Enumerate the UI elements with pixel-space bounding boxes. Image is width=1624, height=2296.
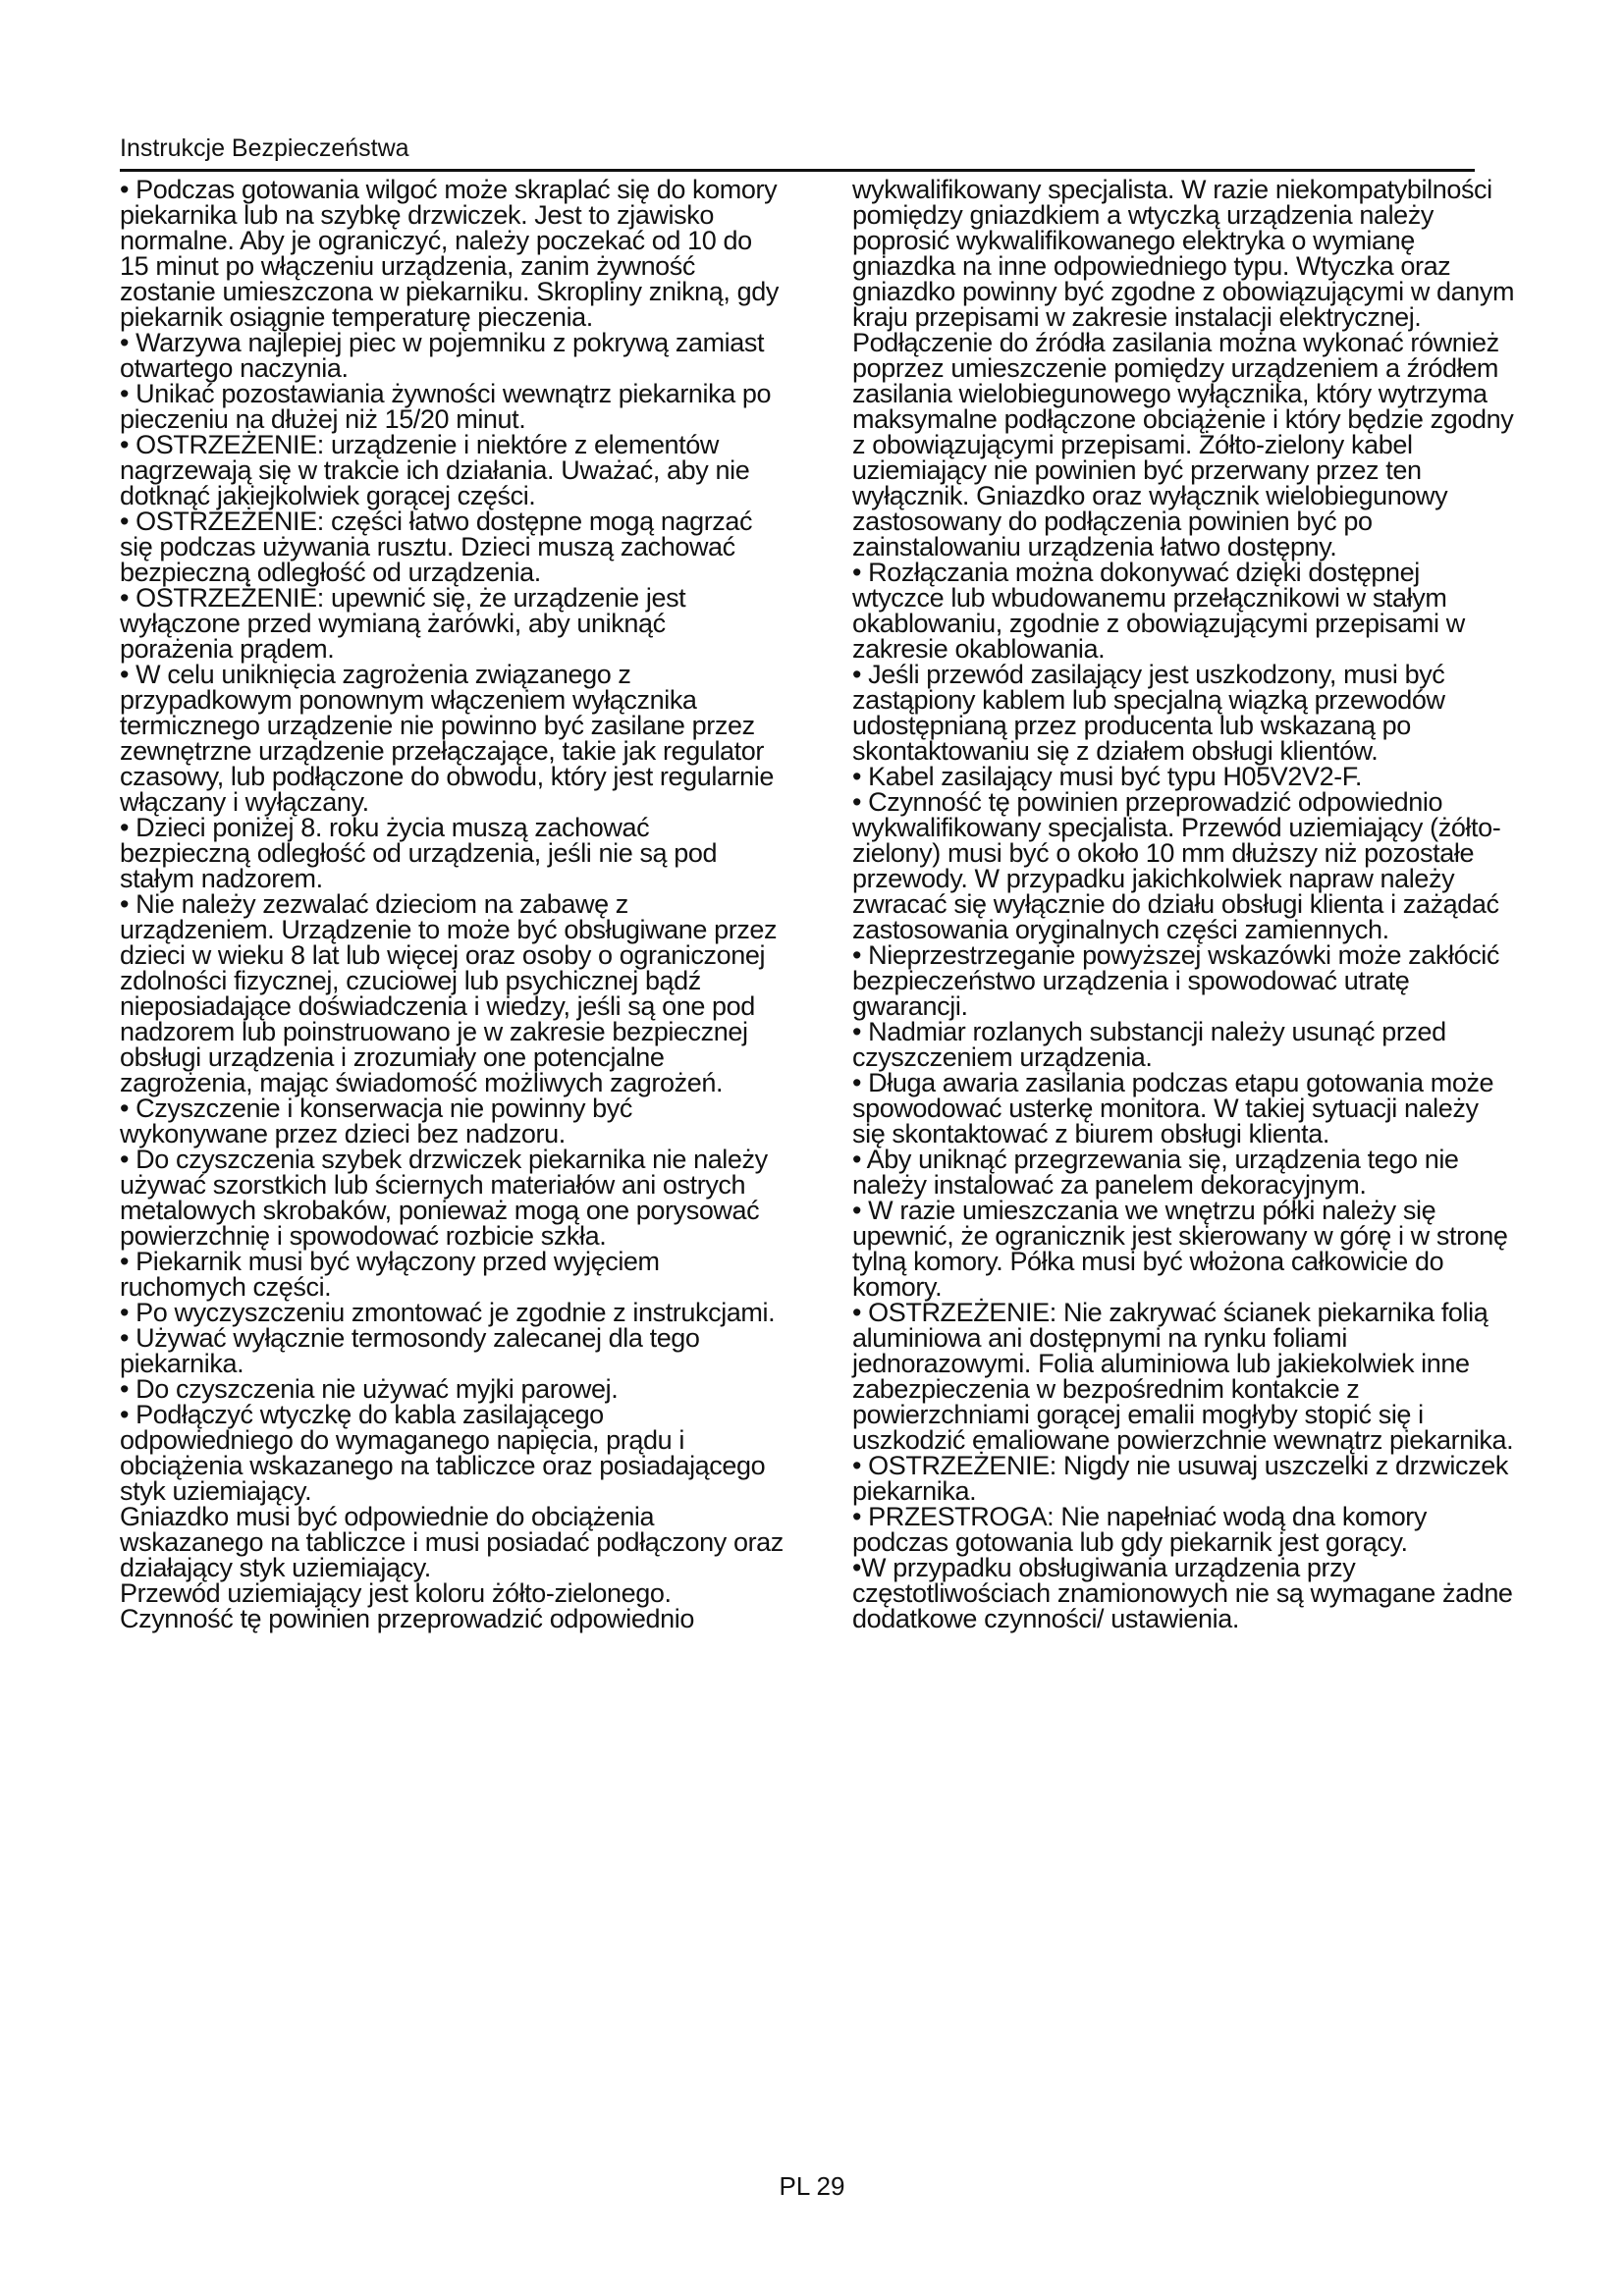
paragraph: • Warzywa najlepiej piec w pojemniku z pokrywą zamiast otwartego naczynia.: [120, 328, 765, 383]
paragraph: • Dzieci poniżej 8. roku życia muszą zachować bezpieczną odległość od urządzenia, jeśli nie są pod stałym nadzorem.: [120, 813, 718, 893]
left-column: [120, 177, 784, 1631]
paragraph: • Rozłączania można dokonywać dzięki dostępnej wtyczce lub wbudowanemu przełącznikowi w stałym okablowaniu, zgodnie z obowiązującymi przepisami w zakresie okablowania.: [852, 558, 1465, 664]
paragraph: • Podczas gotowania wilgoć może skraplać się do komory piekarnika lub na szybkę drzwiczek. Jest to zjawisko normalne. Aby je ograniczyć, należy poczekać od 10 do 15 minut po włączeniu urządzenia, zanim żywność zostanie umieszczona w piekarniku. Skropliny znikną, gdy piekarnik osiągnie temperaturę pieczenia.: [120, 175, 779, 332]
paragraph: • Kabel zasilający musi być typu H05V2V2-F.: [852, 762, 1362, 791]
paragraph: • Unikać pozostawiania żywności wewnątrz piekarnika po pieczeniu na dłużej niż 15/20 minut.: [120, 379, 772, 434]
paragraph: • Podłączyć wtyczkę do kabla zasilającego odpowiedniego do wymaganego napięcia, prądu i obciążenia wskazanego na tabliczce oraz posiadającego styk uziemiający.: [120, 1400, 766, 1506]
header-divider: [120, 169, 1475, 172]
paragraph: • OSTRZEŻENIE: części łatwo dostępne mogą nagrzać się podczas używania rusztu. Dzieci muszą zachować bezpieczną odległość od urządzenia.: [120, 507, 753, 587]
paragraph: • OSTRZEŻENIE: upewnić się, że urządzenie jest wyłączone przed wymianą żarówki, aby uniknąć porażenia prądem.: [120, 583, 686, 664]
paragraph: • W celu uniknięcia zagrożenia związanego z przypadkowym ponownym włączeniem wyłącznika termicznego urządzenie nie powinno być zasilane przez zewnętrzne urządzenie przełączające, takie jak regulator czasowy, lub podłączone do obwodu, który jest regularnie włączany i wyłączany.: [120, 660, 774, 817]
paragraph: • Nadmiar rozlanych substancji należy usunąć przed czyszczeniem urządzenia.: [852, 1017, 1446, 1072]
paragraph: Gniazdko musi być odpowiednie do obciążenia wskazanego na tabliczce i musi posiadać podłączony oraz działający styk uziemiający.: [120, 1502, 784, 1582]
paragraph: • Aby uniknąć przegrzewania się, urządzenia tego nie należy instalować za panelem dekoracyjnym.: [852, 1145, 1459, 1200]
paragraph: • Długa awaria zasilania podczas etapu gotowania może spowodować usterkę monitora. W takiej sytuacji należy się skontaktować z biurem obsługi klienta.: [852, 1068, 1494, 1148]
page-header-title: Instrukcje Bezpieczeństwa: [120, 134, 409, 162]
paragraph: •W przypadku obsługiwania urządzenia przy częstotliwościach znamionowych nie są wymagane żadne dodatkowe czynności/ ustawienia.: [852, 1553, 1513, 1633]
page-number: PL 29: [779, 2171, 845, 2201]
paragraph: Czynność tę powinien przeprowadzić odpowiednio: [120, 1604, 694, 1633]
paragraph: Przewód uziemiający jest koloru żółto-zielonego.: [120, 1578, 672, 1608]
paragraph: wykwalifikowany specjalista. W razie niekompatybilności pomiędzy gniazdkiem a wtyczką urządzenia należy poprosić wykwalifikowanego elektryka o wymianę gniazdka na inne odpowiedniego typu. Wtyczka oraz gniazdko powinny być zgodne z obowiązującymi w danym kraju przepisami w zakresie instalacji elektrycznej.: [852, 175, 1515, 332]
paragraph: • OSTRZEŻENIE: Nie zakrywać ścianek piekarnika folią aluminiowa ani dostępnymi na rynku foliami jednorazowymi. Folia aluminiowa lub jakiekolwiek inne zabezpieczenia w bezpośrednim kontakcie z powierzchniami gorącej emalii mogłyby stopić się i uszkodzić emaliowane powierzchnie wewnątrz piekarnika.: [852, 1298, 1514, 1455]
paragraph: • Nie należy zezwalać dzieciom na zabawę z urządzeniem. Urządzenie to może być obsługiwane przez dzieci w wieku 8 lat lub więcej oraz osoby o ograniczonej zdolności fizycznej, czuciowej lub psychicznej bądź nieposiadające doświadczenia i wiedzy, jeśli są one pod nadzorem lub poinstruowano je w zakresie bezpiecznej obsługi urządzenia i zrozumiały one potencjalne zagrożenia, mając świadomość możliwych zagrożeń.: [120, 889, 778, 1097]
paragraph: • Nieprzestrzeganie powyższej wskazówki może zakłócić bezpieczeństwo urządzenia i spowodować utratę gwarancji.: [852, 940, 1499, 1021]
right-column: [852, 177, 1516, 1631]
paragraph: • Piekarnik musi być wyłączony przed wyjęciem ruchomych części.: [120, 1247, 660, 1302]
paragraph: • Jeśli przewód zasilający jest uszkodzony, musi być zastąpiony kablem lub specjalną wiązką przewodów udostępnianą przez producenta lub wskazaną po skontaktowaniu się z działem obsługi klientów.: [852, 660, 1445, 766]
paragraph: • Po wyczyszczeniu zmontować je zgodnie z instrukcjami.: [120, 1298, 776, 1327]
paragraph: • PRZESTROGA: Nie napełniać wodą dna komory podczas gotowania lub gdy piekarnik jest gorący.: [852, 1502, 1428, 1557]
paragraph: • Do czyszczenia nie używać myjki parowej.: [120, 1374, 619, 1404]
paragraph: • OSTRZEŻENIE: urządzenie i niektóre z elementów nagrzewają się w trakcie ich działania. Uważać, aby nie dotknąć jakiejkolwiek gorącej części.: [120, 430, 750, 510]
paragraph: Podłączenie do źródła zasilania można wykonać również poprzez umieszczenie pomiędzy urządzeniem a źródłem zasilania wielobiegunowego wyłącznika, który wytrzyma maksymalne podłączone obciążenie i który będzie zgodny z obowiązującymi przepisami. Żółto-zielony kabel uziemiający nie powinien być przerwany przez ten wyłącznik. Gniazdko oraz wyłącznik wielobiegunowy zastosowany do podłączenia powinien być po zainstalowaniu urządzenia łatwo dostępny.: [852, 328, 1514, 561]
paragraph: • OSTRZEŻENIE: Nigdy nie usuwaj uszczelki z drzwiczek piekarnika.: [852, 1451, 1508, 1506]
paragraph: • Do czyszczenia szybek drzwiczek piekarnika nie należy używać szorstkich lub ściernych materiałów ani ostrych metalowych skrobaków, ponieważ mogą one porysować powierzchnię i spowodować rozbicie szkła.: [120, 1145, 768, 1251]
paragraph: • Czyszczenie i konserwacja nie powinny być wykonywane przez dzieci bez nadzoru.: [120, 1094, 632, 1148]
paragraph: • Używać wyłącznie termosondy zalecanej dla tego piekarnika.: [120, 1323, 700, 1378]
paragraph: • Czynność tę powinien przeprowadzić odpowiednio wykwalifikowany specjalista. Przewód uziemiający (żółto-zielony) musi być o około 10 mm dłuższy niż pozostałe przewody. W przypadku jakichkolwiek napraw należy zwracać się wyłącznie do działu obsługi klienta i zażądać zastosowania oryginalnych części zamiennych.: [852, 787, 1501, 944]
paragraph: • W razie umieszczania we wnętrzu półki należy się upewnić, że ogranicznik jest skierowany w górę i w stronę tylną komory. Półka musi być włożona całkowicie do komory.: [852, 1196, 1508, 1302]
